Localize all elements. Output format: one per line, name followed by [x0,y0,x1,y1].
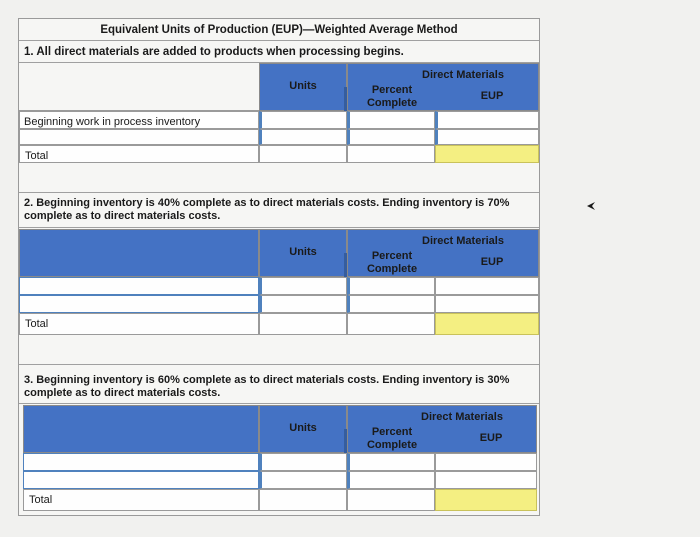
s1-total-label-cell [19,145,259,163]
s2-total-eup-input[interactable] [435,313,539,335]
s1-beginning-wip-label: Beginning work in process inventory [24,116,201,128]
s3-row2-units-input[interactable] [259,471,347,489]
s1-total-percent-cell [347,145,435,163]
s3-row2-eup-input[interactable] [435,471,537,489]
question-1-text: 1. All direct materials are added to products when processing begins. [19,41,539,63]
s3-rule [19,403,539,404]
s2-total-label-cell [19,313,259,335]
s2-row2-label-input[interactable] [19,295,259,313]
s2-header-divider [344,253,347,277]
s3-total-label: Total [29,494,53,506]
s1-spacer [19,163,539,193]
s2-row2-eup-input[interactable] [435,295,539,313]
s2-direct-materials-header [347,229,539,277]
mouse-cursor-icon [585,200,597,212]
s1-units-header [259,63,347,111]
s2-row1-eup-input[interactable] [435,277,539,295]
s3-total-units-cell [259,489,347,511]
s1-direct-materials-label: Direct Materials [422,69,504,81]
s2-eup-label: EUP [480,256,504,268]
s1-row2-percent-input[interactable] [347,129,435,145]
s2-total-percent-cell [347,313,435,335]
s1-units-header-label: Units [289,80,317,92]
s3-row1-percent-input[interactable] [347,453,435,471]
s1-row-label-cell [19,111,259,129]
s1-beginning-eup-input[interactable] [435,111,539,129]
s3-row2-label-input[interactable] [23,471,259,489]
s2-units-header-label: Units [289,246,317,258]
s3-percent-complete-label: Percent Complete [366,426,418,451]
s3-direct-materials-label: Direct Materials [421,411,503,423]
s2-spacer [19,335,539,365]
s2-direct-materials-label: Direct Materials [422,235,504,247]
s3-total-percent-cell [347,489,435,511]
s2-total-units-cell [259,313,347,335]
s2-row1-percent-input[interactable] [347,277,435,295]
s2-units-header [259,229,347,277]
s2-blank-header [19,229,259,277]
question-2-text: 2. Beginning inventory is 40% complete as to direct materials costs. Ending inventory is 70% complete as to direct materials costs. [24,197,510,222]
s1-total-label: Total [25,150,49,162]
s3-units-header [259,405,347,453]
s3-row1-eup-input[interactable] [435,453,537,471]
s2-row2-units-input[interactable] [259,295,347,313]
s2-rule [19,227,539,228]
s1-row2-label-cell[interactable] [19,129,259,145]
s1-total-eup-input[interactable] [435,145,539,163]
s2-row1-label-input[interactable] [19,277,259,295]
s1-beginning-units-input[interactable] [259,111,347,129]
s1-percent-complete-label: Percent Complete [366,84,418,109]
s3-eup-label: EUP [479,432,503,444]
s3-row2-percent-input[interactable] [347,471,435,489]
s3-units-header-label: Units [289,422,317,434]
s3-direct-materials-header [347,405,537,453]
s2-percent-complete-label: Percent Complete [366,250,418,275]
question-3-text: 3. Beginning inventory is 60% complete as to direct materials costs. Ending inventory is 30% complete as to direct materials costs. [24,374,510,399]
s1-eup-label: EUP [480,90,504,102]
s1-header-divider [344,87,347,111]
s3-blank-header [23,405,259,453]
eup-worksheet [18,18,540,516]
s3-total-eup-input[interactable] [435,489,537,511]
worksheet-title: Equivalent Units of Production (EUP)—Weighted Average Method [19,19,539,41]
s1-row2-units-input[interactable] [259,129,347,145]
s1-blank-header [19,63,259,111]
s3-row1-label-input[interactable] [23,453,259,471]
s2-total-label: Total [25,318,49,330]
s3-header-divider [344,429,347,453]
s3-total-label-cell [23,489,259,511]
s1-row2-eup-input[interactable] [435,129,539,145]
s1-total-units-cell [259,145,347,163]
s1-beginning-percent-input[interactable] [347,111,435,129]
s2-row2-percent-input[interactable] [347,295,435,313]
s2-row1-units-input[interactable] [259,277,347,295]
s1-direct-materials-header [347,63,539,111]
s3-row1-units-input[interactable] [259,453,347,471]
